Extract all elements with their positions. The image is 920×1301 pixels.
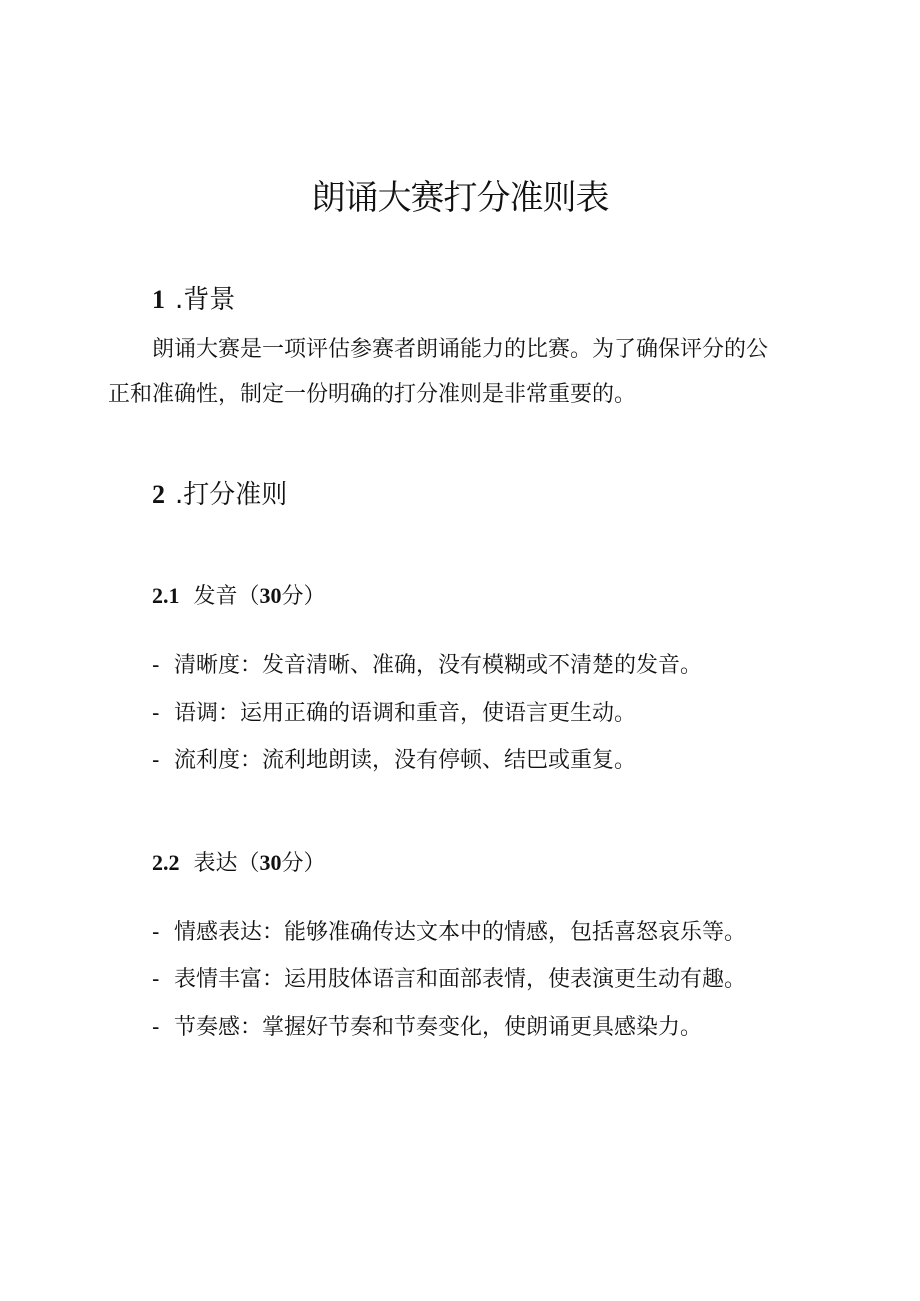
criteria-item	[152, 650, 702, 682]
criteria-text: 流利度：流利地朗读，没有停顿、结巴或重复。	[174, 748, 637, 773]
criteria-text: 语调：运用正确的语调和重音，使语言更生动。	[174, 701, 637, 726]
criteria-item	[152, 964, 746, 996]
bullet-dash: -	[152, 920, 160, 945]
document-title: 朗诵大赛打分准则表	[311, 178, 609, 218]
section-number: 1	[152, 285, 165, 314]
subsection-suffix: 分）	[281, 851, 326, 876]
subsection-heading-expression	[152, 847, 326, 880]
section-number: 2	[152, 480, 165, 509]
criteria-item	[152, 745, 636, 777]
bullet-dash: -	[152, 701, 160, 726]
bullet-dash: -	[152, 967, 160, 992]
section-heading-background	[152, 282, 235, 318]
criteria-item	[152, 698, 636, 730]
subsection-points: 30	[259, 583, 282, 608]
subsection-title: 表达（	[193, 851, 260, 876]
criteria-text: 清晰度：发音清晰、准确，没有模糊或不清楚的发音。	[174, 653, 703, 678]
paragraph-line-1: 朗诵大赛是一项评估参赛者朗诵能力的比赛。为了确保评分的公	[152, 337, 769, 362]
criteria-text: 节奏感：掌握好节奏和节奏变化，使朗诵更具感染力。	[174, 1015, 703, 1040]
subsection-suffix: 分）	[281, 584, 326, 609]
bullet-dash: -	[152, 1015, 160, 1040]
subsection-number: 2.2	[152, 850, 180, 875]
criteria-text: 表情丰富：运用肢体语言和面部表情，使表演更生动有趣。	[174, 967, 747, 992]
bullet-dash: -	[152, 653, 160, 678]
section-title: .打分准则	[175, 480, 288, 510]
bullet-dash: -	[152, 748, 160, 773]
paragraph-line-2: 正和准确性，制定一份明确的打分准则是非常重要的。	[108, 382, 637, 407]
criteria-item	[152, 917, 746, 949]
subsection-points: 30	[259, 850, 282, 875]
section-heading-scoring	[152, 477, 287, 513]
subsection-number: 2.1	[152, 583, 180, 608]
subsection-heading-pronunciation	[152, 580, 326, 613]
subsection-title: 发音（	[193, 584, 260, 609]
criteria-item	[152, 1012, 702, 1044]
criteria-text: 情感表达：能够准确传达文本中的情感，包括喜怒哀乐等。	[174, 920, 747, 945]
section-title: .背景	[175, 285, 236, 315]
